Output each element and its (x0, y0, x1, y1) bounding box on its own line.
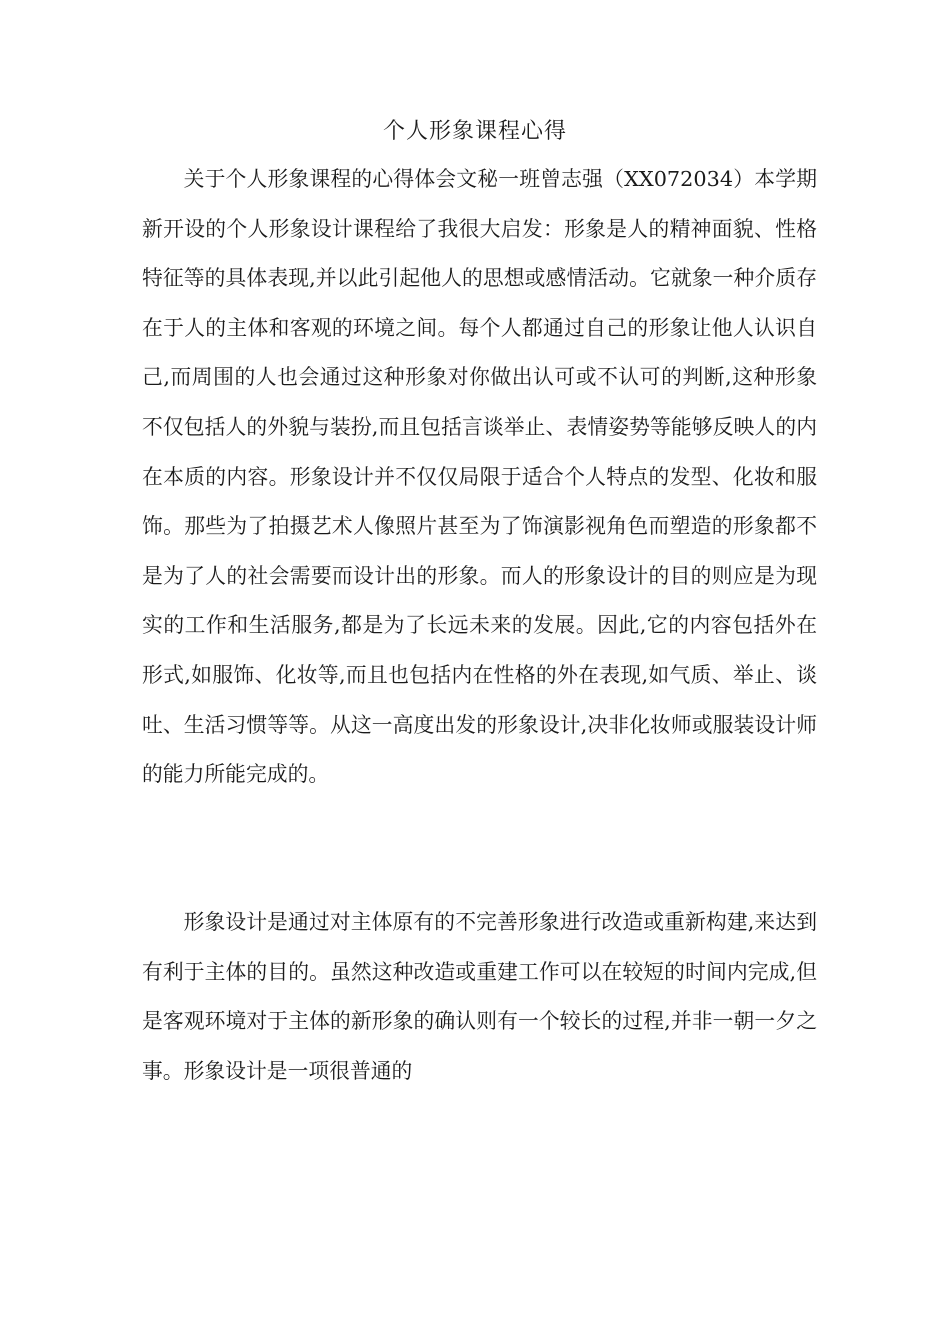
document-title: 个人形象课程心得 (382, 119, 567, 144)
paragraph-2: 形象设计是通过对主体原有的不完善形象进行改造或重新构建,来达到有利于主体的目的。虽然这种改造或重建工作可以在较短的时间内完成,但是客观环境对于主体的新形象的确认则有一个较长的过程,并非一朝一夕之事。形象设计是一项很普通的 (142, 910, 817, 1083)
paragraph-1: 关于个人形象课程的心得体会文秘一班曾志强（XX072034）本学期新开设的个人形象设计课程给了我很大启发：形象是人的精神面貌、性格特征等的具体表现,并以此引起他人的思想或感情活动。它就象一种介质存在于人的主体和客观的环境之间。每个人都通过自己的形象让他人认识自己,而周围的人也会通过这种形象对你做出认可或不认可的判断,这种形象不仅包括人的外貌与装扮,而且包括言谈举止、表情姿势等能够反映人的内在本质的内容。形象设计并不仅仅局限于适合个人特点的发型、化妆和服饰。那些为了拍摄艺术人像照片甚至为了饰演影视角色而塑造的形象都不是为了人的社会需要而设计出的形象。而人的形象设计的目的则应是为现实的工作和生活服务,都是为了长远未来的发展。因此,它的内容包括外在形式,如服饰、化妆等,而且也包括内在性格的外在表现,如气质、举止、谈吐、生活习惯等等。从这一高度出发的形象设计,决非化妆师或服装设计师的能力所能完成的。 (142, 167, 817, 787)
